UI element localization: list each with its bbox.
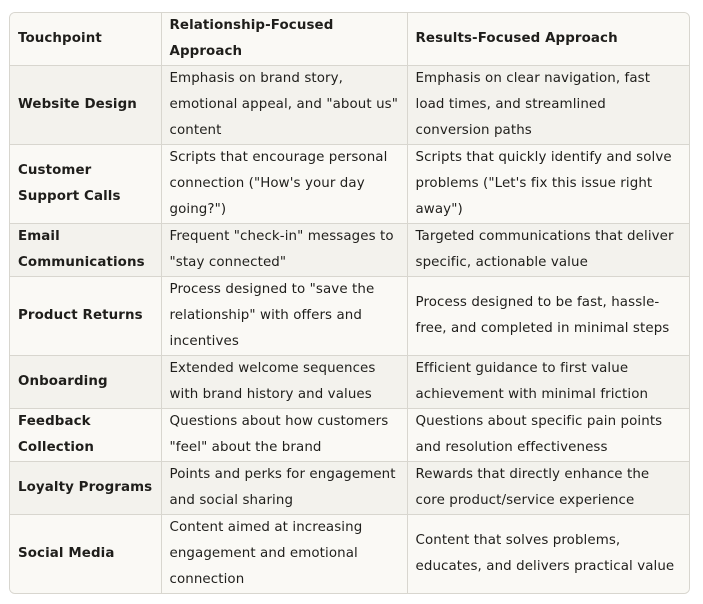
relationship-cell: Points and perks for engagement and social sharing <box>161 462 407 515</box>
relationship-cell: Emphasis on brand story, emotional appeal, and "about us" content <box>161 66 407 145</box>
results-cell: Questions about specific pain points and resolution effectiveness <box>407 409 689 462</box>
results-cell: Efficient guidance to first value achievement with minimal friction <box>407 356 689 409</box>
table-row <box>10 409 689 462</box>
relationship-cell: Frequent "check-in" messages to "stay connected" <box>161 224 407 277</box>
results-cell: Targeted communications that deliver specific, actionable value <box>407 224 689 277</box>
table-header <box>10 13 689 66</box>
table-row <box>10 224 689 277</box>
touchpoint-cell: Social Media <box>10 515 161 594</box>
results-cell: Rewards that directly enhance the core product/service experience <box>407 462 689 515</box>
touchpoint-cell: Loyalty Programs <box>10 462 161 515</box>
table-row <box>10 462 689 515</box>
results-cell: Scripts that quickly identify and solve problems ("Let's fix this issue right away") <box>407 145 689 224</box>
touchpoint-cell: Email Communications <box>10 224 161 277</box>
relationship-cell: Extended welcome sequences with brand history and values <box>161 356 407 409</box>
header-touchpoint: Touchpoint <box>10 13 161 66</box>
table-row <box>10 356 689 409</box>
comparison-table-container <box>9 12 690 594</box>
header-relationship-focused: Relationship-Focused Approach <box>161 13 407 66</box>
touchpoint-cell: Product Returns <box>10 277 161 356</box>
touchpoint-cell: Onboarding <box>10 356 161 409</box>
results-cell: Process designed to be fast, hassle-free, and completed in minimal steps <box>407 277 689 356</box>
table-row <box>10 515 689 594</box>
results-cell: Emphasis on clear navigation, fast load times, and streamlined conversion paths <box>407 66 689 145</box>
comparison-table <box>10 13 689 593</box>
relationship-cell: Process designed to "save the relationship" with offers and incentives <box>161 277 407 356</box>
relationship-cell: Content aimed at increasing engagement and emotional connection <box>161 515 407 594</box>
touchpoint-cell: Feedback Collection <box>10 409 161 462</box>
table-row <box>10 145 689 224</box>
header-results-focused: Results-Focused Approach <box>407 13 689 66</box>
table-body <box>10 66 689 594</box>
results-cell: Content that solves problems, educates, and delivers practical value <box>407 515 689 594</box>
relationship-cell: Questions about how customers "feel" about the brand <box>161 409 407 462</box>
touchpoint-cell: Website Design <box>10 66 161 145</box>
relationship-cell: Scripts that encourage personal connection ("How's your day going?") <box>161 145 407 224</box>
table-row <box>10 277 689 356</box>
table-row <box>10 66 689 145</box>
header-row <box>10 13 689 66</box>
touchpoint-cell: Customer Support Calls <box>10 145 161 224</box>
